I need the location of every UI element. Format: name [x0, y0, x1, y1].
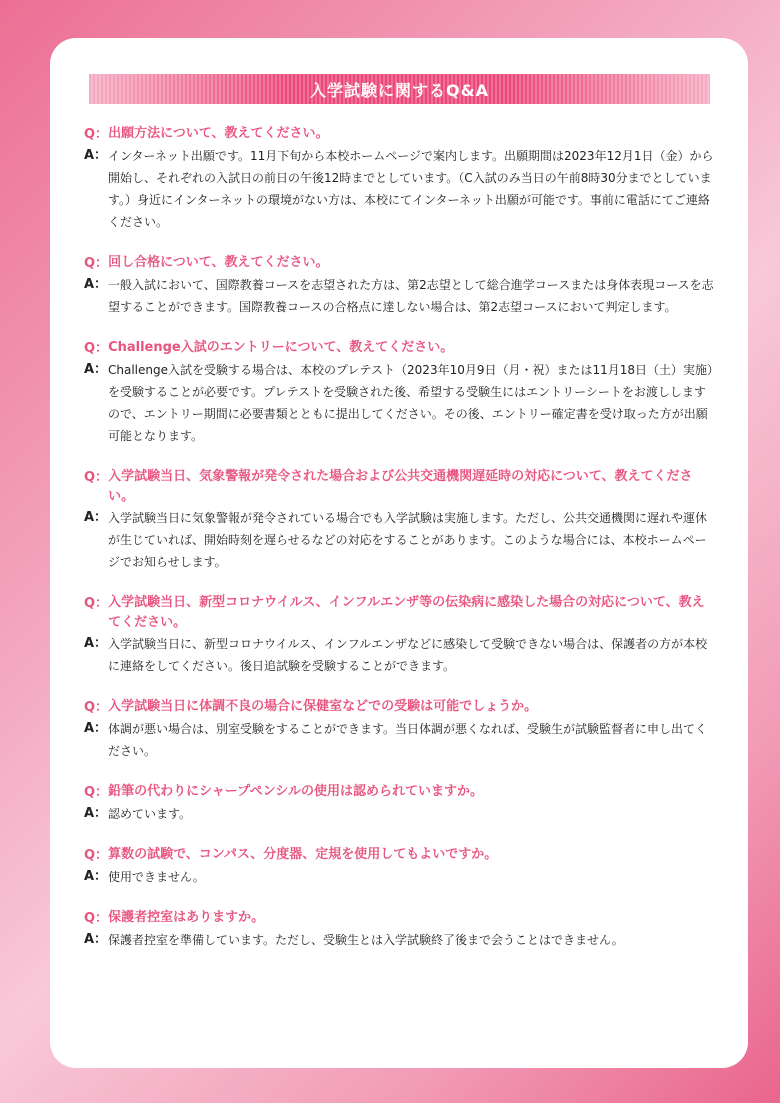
answer-mark: A：	[84, 510, 108, 525]
answer-mark: A：	[84, 932, 108, 947]
qa-item	[84, 845, 716, 888]
answer-row	[84, 507, 716, 573]
question-row	[84, 338, 716, 359]
question-text: 回し合格について、教えてください。	[108, 255, 329, 270]
answer-text: 認めています。	[108, 807, 192, 821]
question-mark: Q：	[84, 341, 109, 356]
title-banner	[89, 74, 710, 104]
question-row	[84, 908, 716, 929]
question-mark: Q：	[84, 911, 109, 926]
question-row	[84, 467, 716, 507]
answer-row	[84, 866, 716, 888]
question-row	[84, 845, 716, 866]
answer-row	[84, 633, 716, 677]
qa-item	[84, 593, 716, 677]
question-text: 入学試験当日に体調不良の場合に保健室などでの受験は可能でしょうか。	[108, 699, 538, 714]
answer-mark: A：	[84, 806, 108, 821]
question-text: 保護者控室はありますか。	[108, 910, 265, 925]
answer-text: 入学試験当日に気象警報が発令されている場合でも入学試験は実施します。ただし、公共交通機関に遅れや運休が生じていれば、開始時刻を遅らせるなどの対応をすることがあります。このような場合には、本校ホームページでお知らせします。	[108, 511, 708, 569]
answer-mark: A：	[84, 148, 108, 163]
content-card	[50, 38, 748, 1068]
qa-item	[84, 467, 716, 573]
qa-item	[84, 908, 716, 951]
answer-text: インターネット出願です。11月下旬から本校ホームページで案内します。出願期間は2023年12月1日（金）から開始し、それぞれの入試日の前日の午後12時までとしています。（C入試のみ当日の午前8時30分までとしています。）身近にインターネットの環境がない方は、本校にてインターネット出願が可能です。事前に電話にてご連絡ください。	[108, 149, 714, 229]
qa-list	[84, 124, 716, 971]
question-row	[84, 124, 716, 145]
answer-row	[84, 274, 716, 318]
question-row	[84, 782, 716, 803]
answer-row	[84, 359, 716, 447]
qa-item	[84, 782, 716, 825]
answer-text: 保護者控室を準備しています。ただし、受験生とは入学試験終了後まで会うことはできません。	[108, 933, 624, 947]
answer-text: 使用できません。	[108, 870, 205, 884]
answer-row	[84, 718, 716, 762]
question-text: 鉛筆の代わりにシャープペンシルの使用は認められていますか。	[108, 784, 483, 799]
qa-item	[84, 253, 716, 318]
question-mark: Q：	[84, 785, 109, 800]
question-text: 入学試験当日、気象警報が発令された場合および公共交通機関遅延時の対応について、教えてください。	[108, 469, 693, 504]
question-mark: Q：	[84, 848, 109, 863]
qa-item	[84, 338, 716, 447]
answer-mark: A：	[84, 362, 108, 377]
answer-text: Challenge入試を受験する場合は、本校のプレテスト（2023年10月9日（月・祝）または11月18日（土）実施）を受験することが必要です。プレテストを受験された後、希望する受験生にはエントリーシートをお渡ししますので、エントリー期間に必要書類とともに提出してください。その後、エントリー確定書を受け取った方が出願可能となります。	[108, 363, 714, 443]
question-text: Challenge入試のエントリーについて、教えてください。	[108, 340, 454, 355]
page-title: 入学試験に関するQ&A	[310, 80, 489, 100]
question-text: 入学試験当日、新型コロナウイルス、インフルエンザ等の伝染病に感染した場合の対応について、教えてください。	[108, 595, 705, 630]
question-text: 出願方法について、教えてください。	[108, 126, 329, 141]
question-text: 算数の試験で、コンパス、分度器、定規を使用してもよいですか。	[108, 847, 498, 862]
answer-mark: A：	[84, 721, 108, 736]
question-row	[84, 593, 716, 633]
question-mark: Q：	[84, 596, 109, 611]
question-mark: Q：	[84, 470, 109, 485]
answer-row	[84, 145, 716, 233]
answer-text: 一般入試において、国際教養コースを志望された方は、第2志望として総合進学コースまたは身体表現コースを志望することができます。国際教養コースの合格点に達しない場合は、第2志望コースにおいて判定します。	[108, 278, 714, 314]
answer-mark: A：	[84, 277, 108, 292]
question-mark: Q：	[84, 127, 109, 142]
answer-mark: A：	[84, 869, 108, 884]
qa-item	[84, 697, 716, 762]
answer-text: 入学試験当日に、新型コロナウイルス、インフルエンザなどに感染して受験できない場合は、保護者の方が本校に連絡をしてください。後日追試験を受験することができます。	[108, 637, 708, 673]
question-row	[84, 253, 716, 274]
qa-item	[84, 124, 716, 233]
question-mark: Q：	[84, 700, 109, 715]
answer-mark: A：	[84, 636, 108, 651]
answer-text: 体調が悪い場合は、別室受験をすることができます。当日体調が悪くなれば、受験生が試験監督者に申し出てください。	[108, 722, 708, 758]
question-mark: Q：	[84, 256, 109, 271]
answer-row	[84, 929, 716, 951]
question-row	[84, 697, 716, 718]
answer-row	[84, 803, 716, 825]
